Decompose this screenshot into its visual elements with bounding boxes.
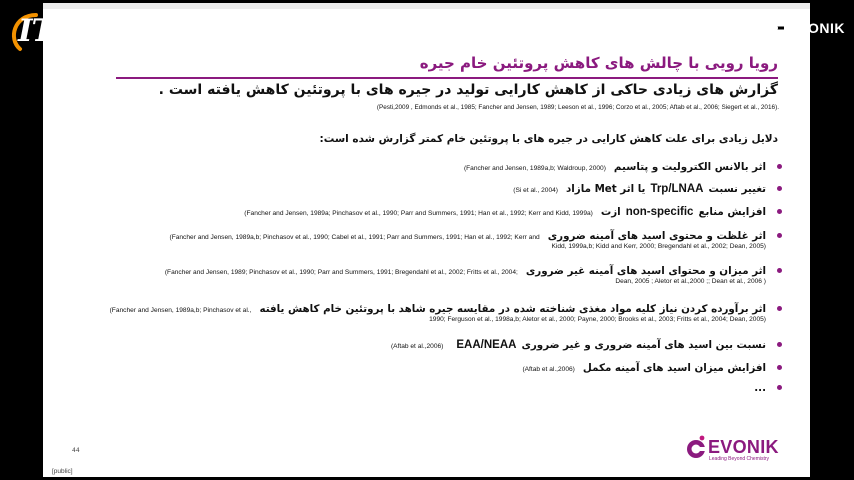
evonik-footer-logo — [686, 435, 782, 465]
evonik-watermark — [768, 20, 845, 36]
list-item-reference: (Si et al., 2004) — [513, 187, 558, 194]
lead-references: (Pesti,2009 , Edmonds et al., 1985; Fancher and Jensen, 1989; Leeson et al., 1996; Corzo et al., 2005; Aftab et al., 2006; Siegert et al., 2016). — [376, 104, 779, 111]
bullet-dot-icon — [777, 209, 782, 214]
bullet-dot-icon — [777, 268, 782, 273]
evonik-mark-icon — [686, 435, 708, 459]
list-item-text: اثر بالانس الکترولیت و پتاسیم — [613, 161, 766, 173]
list-item-text: افزایش منابع — [698, 206, 766, 218]
bullet-dot-icon — [777, 164, 782, 169]
list-item-tail: ازت — [600, 206, 621, 218]
list-item-reference: (Fancher and Jensen, 1989a; Pinchasov et al., 1990; Parr and Summers, 1991; Han et al., 1992; Kerr and Kidd, 1999a) — [244, 210, 593, 217]
list-item — [113, 339, 782, 362]
bullet-dot-icon — [777, 342, 782, 347]
list-item — [113, 382, 782, 402]
list-item-reference: (Fancher and Jensen, 1989; Pinchasov et al., 1990; Parr and Summers, 1991; Bregendahl et al., 2002; Fritts et al., 2004; — [164, 269, 518, 276]
list-item-reference-cont: Kidd, 1999a,b; Kidd and Kerr, 2000; Bregendahl et al., 2002; Dean, 2005) — [551, 243, 766, 250]
list-item — [113, 265, 782, 303]
bullet-dot-icon — [777, 385, 782, 390]
reasons-list — [109, 161, 782, 402]
bullet-dot-icon — [777, 306, 782, 311]
list-item — [113, 362, 782, 382]
list-item-reference: (Fancher and Jensen, 1989a,b; Pinchasov et al., — [109, 307, 252, 314]
list-item-tail: یا اثر Met مازاد — [565, 183, 646, 195]
list-item-text: ... — [754, 382, 766, 394]
itp-brand: ITP — [18, 13, 76, 49]
bullet-dot-icon — [777, 365, 782, 370]
list-item-reference: (Aftab et al.,2006) — [390, 343, 444, 350]
list-item-reference-cont: Dean, 2005 ; Aletor et al.,2000 ;; Dean et al., 2006 ) — [615, 278, 766, 285]
itp-news-logo — [6, 9, 116, 51]
list-item — [113, 161, 782, 183]
list-item — [109, 303, 782, 339]
footer-tagline: Leading Beyond Chemistry — [709, 456, 770, 462]
evonik-watermark-text: EVONIK — [788, 20, 845, 36]
slide — [43, 3, 810, 477]
slide-title: رویا رویی با چالش های کاهش پروتئین خام جیره — [419, 54, 778, 72]
list-item-text: اثر میزان و محتوای اسید های آمینه غیر ضروری — [525, 265, 766, 277]
itp-brand-sub: News — [80, 35, 106, 46]
list-item — [113, 183, 782, 206]
bullet-dot-icon — [777, 186, 782, 191]
list-item-text: افزایش میزان اسید های آمینه مکمل — [582, 362, 766, 374]
page-number: 44 — [72, 447, 80, 454]
subheading: دلایل زیادی برای علت کاهش کارایی در جیره های با پروتئین خام کمتر گزارش شده است: — [319, 133, 778, 145]
list-item-reference: (Aftab et al.,2006) — [522, 366, 575, 373]
bullet-dot-icon — [777, 233, 782, 238]
list-item-text: تغییر نسبت — [708, 183, 766, 195]
list-item-reference-cont: 1990; Ferguson et al., 1998a,b; Aletor et al., 2000; Payne, 2000; Brooks et al., 2003; Fritts et al., 2004; Dean, 2005) — [429, 316, 766, 323]
list-item — [113, 206, 782, 230]
list-item-term: non-specific — [625, 206, 694, 218]
slide-top-strip — [43, 3, 810, 9]
lead-statement: گزارش های زیادی حاکی از کاهش کارایی تولید در جیره های با پروتئین کاهش یافته است . — [158, 82, 778, 98]
list-item-text: نسبت بین اسید های آمینه ضروری و غیر ضروری — [521, 339, 766, 351]
list-item-reference: (Fancher and Jensen, 1989a,b; Waldroup, 2000) — [463, 165, 606, 172]
list-item — [113, 230, 782, 265]
list-item-text: اثر غلظت و محتوی اسید های آمینه ضروری — [547, 230, 766, 242]
list-item-text: اثر برآورده کردن نیاز کلیه مواد مغذی شناخته شده در مقایسه جیره شاهد با پروتئین خام کاهش یافته — [259, 303, 766, 315]
evonik-mark-icon — [768, 20, 784, 36]
list-item-reference: (Fancher and Jensen, 1989a,b; Pinchasov et al., 1990; Cabel et al., 1991; Parr and Summers, 1991; Han et al., 1992; Kerr and — [169, 234, 540, 241]
title-underline — [116, 77, 778, 79]
list-item-term: Trp/LNAA — [650, 183, 704, 195]
list-item-term: EAA/NEAA — [456, 339, 517, 351]
classification-label: [public] — [52, 468, 73, 475]
footer-brand: EVONIK — [708, 437, 779, 457]
